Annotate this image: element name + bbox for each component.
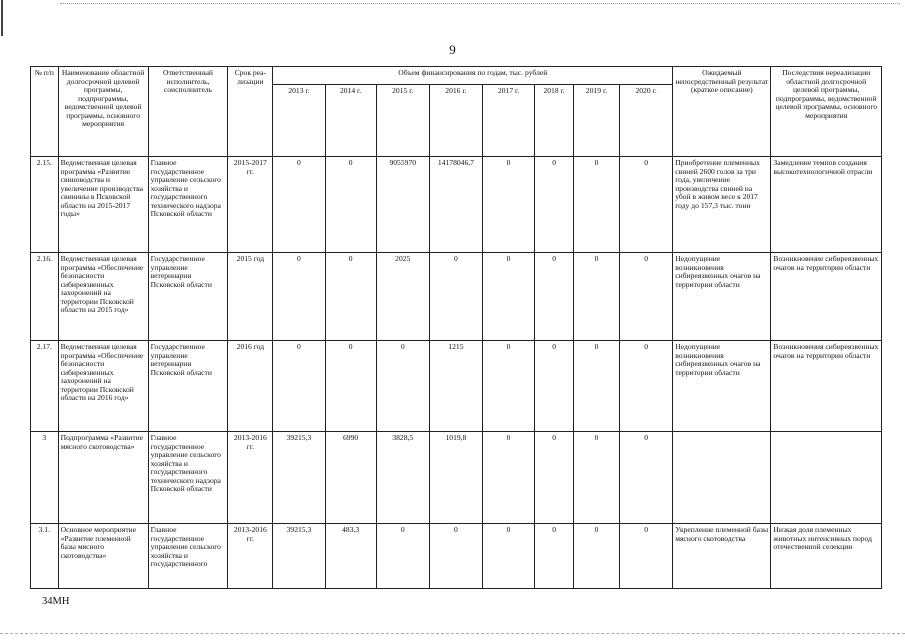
row-name: Ведомственная целевая программа «Развитие свиноводства и увеличение производства свинины в Псковской области на 2015-2017 годы» [58, 157, 148, 253]
row-consequences: Возникновение сибиреязвенных очагов на территории области [771, 253, 882, 341]
header-period: Срок реа- лизации [228, 67, 273, 157]
table-row [31, 253, 882, 341]
row-value: 0 [620, 524, 673, 589]
row-value: 0 [574, 341, 620, 432]
row-value: 0 [325, 253, 376, 341]
header-year: 2013 г. [273, 85, 325, 157]
row-value: 0 [429, 253, 482, 341]
row-value: 0 [574, 432, 620, 524]
row-num: 2.17. [31, 341, 59, 432]
table-row [31, 157, 882, 253]
row-executor: Государственное управление ветеринарии Псковской области [148, 253, 228, 341]
row-result [673, 432, 771, 524]
row-period: 2013-2016 гг. [228, 524, 273, 589]
row-value: 0 [535, 341, 574, 432]
row-result: Укрепление племенной базы мясного скотоводства [673, 524, 771, 589]
row-result: Приобретение племенных свиней 2600 голов за три года, увеличение производства свиней на убой в живом весе к 2017 году до 157,3 тыс. тонн [673, 157, 771, 253]
row-value: 0 [376, 341, 429, 432]
row-value: 0 [273, 341, 325, 432]
row-executor: Государственное управление ветеринарии Псковской области [148, 341, 228, 432]
row-value: 39215,3 [273, 524, 325, 589]
row-value: 0 [535, 157, 574, 253]
row-value: 0 [325, 157, 376, 253]
row-value: 0 [535, 253, 574, 341]
row-value: 0 [483, 524, 535, 589]
row-consequences: Возникновения сибиреязвенных очагов на территории области [771, 341, 882, 432]
row-value: 0 [325, 341, 376, 432]
header-result: Ожидаемый непосредственный результат (краткое описание) [673, 67, 771, 157]
row-name: Ведомственная целевая программа «Обеспечение безопасности сибиреязвенных захоронений на территории Псковской области на 2015 год» [58, 253, 148, 341]
row-value: 0 [574, 524, 620, 589]
row-period: 2016 год [228, 341, 273, 432]
row-value: 2025 [376, 253, 429, 341]
row-value: 0 [620, 432, 673, 524]
header-year: 2018 г. [535, 85, 574, 157]
row-value: 0 [376, 524, 429, 589]
row-name: Подпрограмма «Развитие мясного скотоводства» [58, 432, 148, 524]
row-value: 39215,3 [273, 432, 325, 524]
row-period: 2013-2016 гг. [228, 432, 273, 524]
header-consequences: Последствия нереализации областной долгосрочной целевой программы, подпрограммы, ведомственной целевой программы, основного мероприятия [771, 67, 882, 157]
row-value: 0 [483, 157, 535, 253]
scan-edge-bottom [0, 633, 905, 634]
header-year: 2016 г. [429, 85, 482, 157]
row-value: 0 [483, 341, 535, 432]
row-value: 0 [273, 253, 325, 341]
table-row [31, 432, 882, 524]
row-value: 0 [620, 157, 673, 253]
header-year: 2017 г. [483, 85, 535, 157]
header-executor: Ответственный исполнитель, соисполнитель [148, 67, 228, 157]
row-num: 2.15. [31, 157, 59, 253]
row-value: 6990 [325, 432, 376, 524]
program-table [30, 66, 882, 589]
row-num: 3.1. [31, 524, 59, 589]
row-value: 3828,5 [376, 432, 429, 524]
row-num: 3 [31, 432, 59, 524]
row-value: 14178046,7 [429, 157, 482, 253]
scan-edge-top [60, 3, 900, 4]
header-year: 2015 г. [376, 85, 429, 157]
header-num: № п/п [31, 67, 59, 157]
row-consequences: Замедление темпов создания высокотехнологичной отрасли [771, 157, 882, 253]
table-row [31, 524, 882, 589]
row-value: 0 [620, 341, 673, 432]
row-consequences: Низкая доля племенных животных интенсивных пород отечественной селекции [771, 524, 882, 589]
row-num: 2.16. [31, 253, 59, 341]
header-name: Наименование областной долгосрочной целевой программы, подпрограммы, ведомственной целевой программы, основного мероприятия [58, 67, 148, 157]
row-value: 1019,8 [429, 432, 482, 524]
row-value: 0 [483, 432, 535, 524]
row-executor: Главное государственное управление сельского хозяйства и государственного технического надзора Псковской области [148, 432, 228, 524]
header-year: 2014 г. [325, 85, 376, 157]
row-name: Основное мероприятие «Развитие племенной базы мясного скотоводства» [58, 524, 148, 589]
row-value: 483,3 [325, 524, 376, 589]
row-value: 0 [574, 253, 620, 341]
row-value: 0 [483, 253, 535, 341]
row-executor: Главное государственное управление сельского хозяйства и государственного [148, 524, 228, 589]
row-name: Ведомственная целевая программа «Обеспечение безопасности сибиреязвенных захоронений на территории Псковской области на 2016 год» [58, 341, 148, 432]
row-consequences [771, 432, 882, 524]
scan-edge-left [1, 0, 3, 36]
row-value: 0 [273, 157, 325, 253]
row-period: 2015 год [228, 253, 273, 341]
row-result: Недопущение возникновения сибиреязвенных очагов на территории области [673, 341, 771, 432]
row-value: 0 [535, 432, 574, 524]
row-value: 0 [620, 253, 673, 341]
row-value: 1215 [429, 341, 482, 432]
row-executor: Главное государственное управление сельского хозяйства и государственного технического надзора Псковской области [148, 157, 228, 253]
header-funding: Объем финансирования по годам, тыс. рублей [273, 67, 673, 85]
header-year: 2019 г. [574, 85, 620, 157]
header-year: 2020 г. [620, 85, 673, 157]
document-code: 34МН [42, 596, 70, 607]
row-result: Недопущение возникновения сибиреязвенных очагов на территории области [673, 253, 771, 341]
row-value: 0 [535, 524, 574, 589]
row-value: 9055970 [376, 157, 429, 253]
row-value: 0 [574, 157, 620, 253]
row-value: 0 [429, 524, 482, 589]
page-number: 9 [449, 42, 456, 57]
table-row [31, 341, 882, 432]
row-period: 2015-2017 гг. [228, 157, 273, 253]
